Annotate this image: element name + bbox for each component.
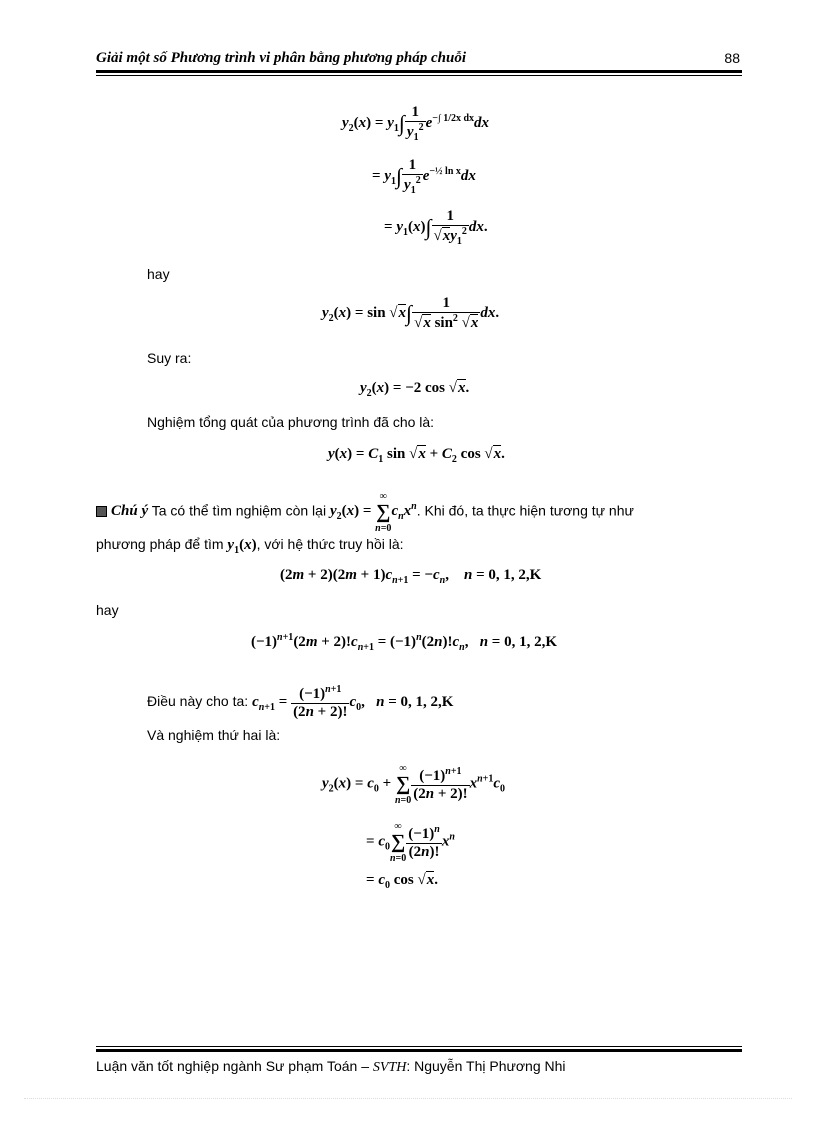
dieu-nay-line (147, 684, 453, 721)
footer-text-a: Luận văn tốt nghiệp ngành Sư phạm Toán – (96, 1058, 369, 1074)
line2 (96, 536, 404, 556)
equation-y2-cos: $y_2(x) = -2$ cos √x. (360, 380, 470, 399)
equation-y2-integral-2: = $y_1\int$ $\frac{1}{y_1^2}$ $e^{-\frac{1}{2} ln x}dx$ (372, 157, 476, 196)
footer-rule-thick (96, 1049, 742, 1052)
text-hay-1: hay (147, 266, 170, 282)
equation-y1-ref: $y_1(x)$ (227, 537, 257, 556)
page-footer (96, 1058, 566, 1076)
page-header (96, 48, 740, 70)
text-hay-2: hay (96, 602, 119, 618)
equation-second-solution-2: = $c_0\infty$ ∑ n=0 $\frac{(-1)^n}{(2n)!}$ $x^n$ (366, 821, 455, 864)
equation-y2-integral-1: $y_2(x) = y_1\int$ $\frac{1}{y_1^2}$ $e^{-\int 1/2x dx}dx$ (342, 104, 490, 143)
chu-y-label: Chú ý (111, 503, 149, 520)
page-number: 88 (724, 50, 740, 66)
chu-y-text-b: . Khi đó, ta thực hiện tương tự như (416, 502, 634, 519)
equation-y2-sin: $y_2(x) = \sin √x\int$ $\frac{1}{√x \sin^2 √x}$ dx. (322, 295, 500, 331)
equation-cn1: $c_{n+1}$ = $\frac{(-1)^{n+1}}{(2n + 2)!}$ $c_0$, n = 0, 1, 2,K (252, 684, 454, 720)
note-square-icon (96, 506, 107, 517)
equation-y2-integral-3: = $y_1(x)\int$ $\frac{1}{√xy_1^2}$ dx. (384, 208, 488, 247)
header-rule-thin (96, 75, 742, 76)
header-title: Giải một số Phương trình vi phân bằng phương pháp chuỗi (96, 50, 467, 66)
chu-y-text-a: Ta có thể tìm nghiệm còn lại (151, 502, 327, 519)
line2-text-b: , với hệ thức truy hồi là: (256, 536, 404, 552)
equation-recurrence-1: $(2m + 2)(2m + 1)c_{n+1} = -c_n$, n = 0, 1, 2,K (280, 567, 542, 586)
footer-svth: SVTH (372, 1060, 407, 1075)
bottom-dotted-line (24, 1098, 792, 1099)
text-suy-ra: Suy ra: (147, 350, 192, 366)
line2-text-a: phương pháp để tìm (96, 536, 224, 552)
footer-text-b: : Nguyễn Thị Phương Nhi (406, 1058, 566, 1074)
footer-rule-thin (96, 1046, 742, 1047)
equation-series-y2: $y_2(x)$ = ∞ ∑ $n=0c_nx^n$ (329, 491, 417, 534)
equation-second-solution-3: = $c_0$ cos √x. (366, 872, 438, 891)
equation-recurrence-2: $(-1)^{n+1}(2m + 2)!c_{n+1} = (-1)^n(2n)!c_n$, n = 0, 1, 2,K (251, 632, 558, 653)
text-nghiem-tong-quat: Nghiệm tổng quát của phương trình đã cho là: (147, 414, 435, 430)
equation-general-solution: $y(x) = C_1$ $\sin √x + C_2$ cos √x. (328, 446, 505, 465)
text-dieu-nay: Điều này cho ta: (147, 692, 249, 709)
text-nghiem-thu-hai: Và nghiệm thứ hai là: (147, 727, 281, 743)
chu-y-line (96, 490, 634, 534)
equation-second-solution-1: $y_2(x) = c_0$ + ∞ ∑ n=0 $\frac{(-1)^{n+1}}{(2n + 2)!}$ $x^{n+1}c_0$ (322, 763, 506, 806)
header-rule-thick (96, 70, 742, 73)
